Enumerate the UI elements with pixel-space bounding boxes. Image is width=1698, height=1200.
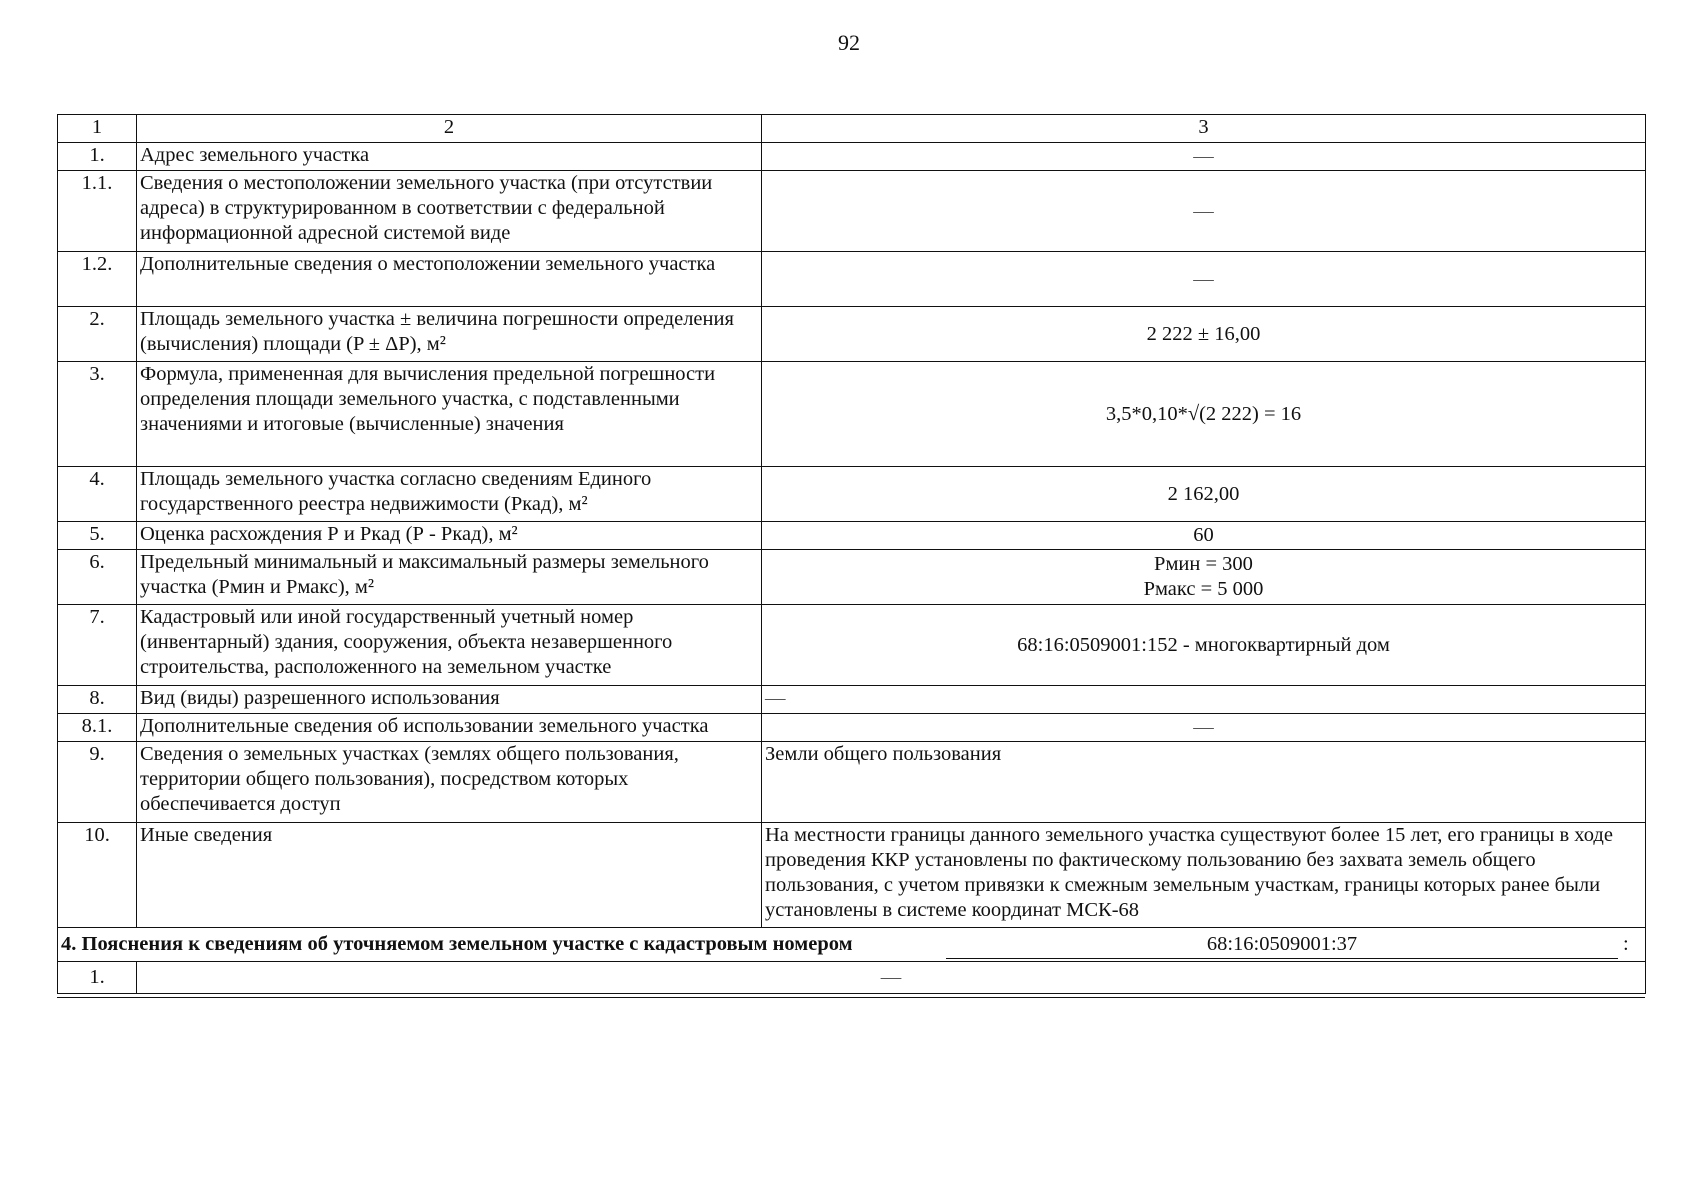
- max-size-value: Рмакс = 5 000: [1143, 578, 1264, 600]
- section-4-title: 4. Пояснения к сведениям об уточняемом земельном участке с кадастровым номером: [61, 932, 853, 955]
- cadastral-number: 68:16:0509001:37: [946, 932, 1618, 959]
- min-size-value: Рмин = 300: [1154, 553, 1253, 575]
- row-value: 2 162,00: [762, 467, 1646, 522]
- table-row: [58, 467, 1646, 522]
- table-row: [58, 550, 1646, 605]
- row-value: —: [762, 171, 1646, 252]
- row-number: 5.: [58, 522, 137, 550]
- header-col-2: 2: [137, 115, 762, 143]
- table-row: [58, 143, 1646, 171]
- row-number: 3.: [58, 362, 137, 467]
- row-label: Площадь земельного участка согласно сведениям Единого государственного реестра недвижимости (Ркад), м²: [137, 467, 762, 522]
- row-label: Оценка расхождения Р и Ркад (Р - Ркад), м²: [137, 522, 762, 550]
- table-row: [58, 307, 1646, 362]
- row-number: 4.: [58, 467, 137, 522]
- table-row: [58, 686, 1646, 714]
- row-label: Сведения о местоположении земельного участка (при отсутствии адреса) в структурированном в соответствии с федеральной информационной адресной системой виде: [137, 171, 762, 252]
- row-number: 6.: [58, 550, 137, 605]
- header-col-3: 3: [762, 115, 1646, 143]
- row-label: Дополнительные сведения об использовании земельного участка: [137, 714, 762, 742]
- table-row: [58, 605, 1646, 686]
- row-label: Дополнительные сведения о местоположении земельного участка: [137, 252, 762, 307]
- table-row: [58, 714, 1646, 742]
- header-col-1: 1: [58, 115, 137, 143]
- row-label: Иные сведения: [137, 823, 762, 928]
- table-row: [58, 362, 1646, 467]
- row-label: Вид (виды) разрешенного использования: [137, 686, 762, 714]
- row-value: —: [137, 962, 1646, 994]
- table-row: [58, 742, 1646, 823]
- row-number: 10.: [58, 823, 137, 928]
- row-number: 1.1.: [58, 171, 137, 252]
- row-number: 1.2.: [58, 252, 137, 307]
- row-label: Адрес земельного участка: [137, 143, 762, 171]
- row-number: 8.1.: [58, 714, 137, 742]
- row-value: 3,5*0,10*√(2 222) = 16: [762, 362, 1646, 467]
- row-number: 1.: [58, 962, 137, 994]
- row-value: 68:16:0509001:152 - многоквартирный дом: [762, 605, 1646, 686]
- row-value: —: [762, 714, 1646, 742]
- row-label: Формула, примененная для вычисления предельной погрешности определения площади земельного участка, с подставленными значениями и итоговые (вычисленные) значения: [137, 362, 762, 467]
- row-label: Площадь земельного участка ± величина погрешности определения (вычисления) площади (P ± ΔP), м²: [137, 307, 762, 362]
- row-value: На местности границы данного земельного участка существуют более 15 лет, его границы в ходе проведения ККР установлены по фактическому пользованию без захвата земель общего пользования, с учетом привязки к смежным земельным участкам, границы которых ранее были установлены в системе координат МСК-68: [762, 823, 1646, 928]
- row-label: Кадастровый или иной государственный учетный номер (инвентарный) здания, сооружения, объекта незавершенного строительства, расположенного на земельном участке: [137, 605, 762, 686]
- page-number: 92: [838, 30, 860, 55]
- row-value: [762, 550, 1646, 605]
- table-row: [58, 171, 1646, 252]
- table-header-row: [58, 115, 1646, 143]
- row-number: 8.: [58, 686, 137, 714]
- row-number: 7.: [58, 605, 137, 686]
- row-value: 60: [762, 522, 1646, 550]
- table-row: [58, 522, 1646, 550]
- row-value: —: [762, 252, 1646, 307]
- row-number: 9.: [58, 742, 137, 823]
- table-bottom-rule: [57, 997, 1645, 998]
- section-colon: :: [1623, 932, 1629, 955]
- row-value: —: [762, 686, 1646, 714]
- land-plot-table: [57, 114, 1646, 994]
- row-value: 2 222 ± 16,00: [762, 307, 1646, 362]
- table-row: [58, 823, 1646, 928]
- table-row: [58, 252, 1646, 307]
- row-number: 1.: [58, 143, 137, 171]
- table-row: [58, 962, 1646, 994]
- row-value: —: [762, 143, 1646, 171]
- row-value: Земли общего пользования: [762, 742, 1646, 823]
- row-label: Предельный минимальный и максимальный размеры земельного участка (Рмин и Рмакс), м²: [137, 550, 762, 605]
- row-number: 2.: [58, 307, 137, 362]
- section-4-heading-row: [58, 928, 1646, 962]
- section-4-heading-cell: [58, 928, 1646, 962]
- row-label: Сведения о земельных участках (землях общего пользования, территории общего пользования), посредством которых обеспечивается доступ: [137, 742, 762, 823]
